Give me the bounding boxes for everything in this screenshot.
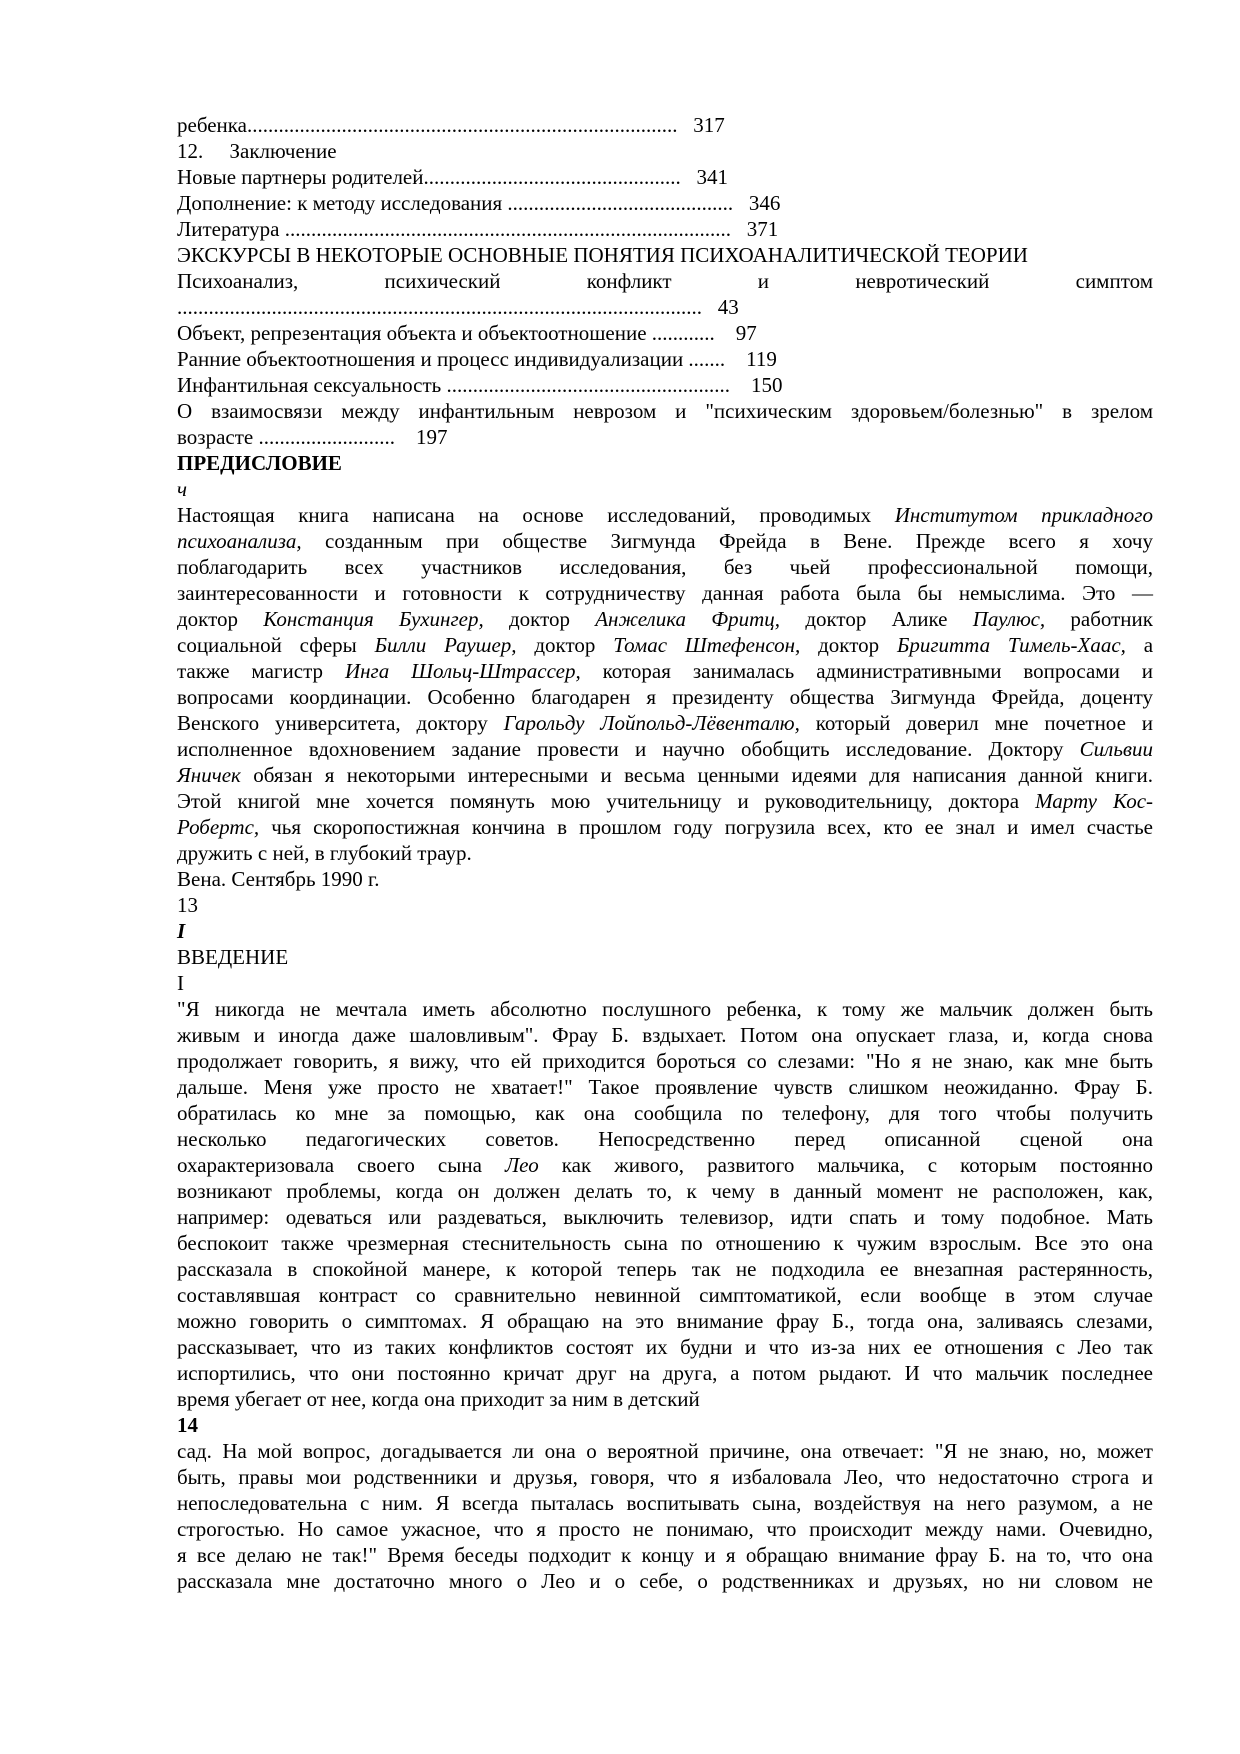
text-segment: возникают проблемы, когда он должен делать то, к чему в данный момент не расположен, как, xyxy=(177,1179,1153,1203)
text-segment: продолжает говорить, я вижу, что ей приходится бороться со слезами: "Но я не знаю, как мне быть xyxy=(177,1049,1153,1073)
text-line xyxy=(177,554,1153,580)
text-line xyxy=(177,1074,1153,1100)
text-line xyxy=(177,398,1153,424)
text-segment: составлявшая контраст со сравнительно невинной симптоматикой, если вообще в этом случае xyxy=(177,1283,1153,1307)
text-segment: Настоящая книга написана на основе исследований, проводимых xyxy=(177,503,895,527)
italic-text: Билли Раушер, xyxy=(374,633,517,657)
italic-text: Бригитта Тимель-Хаас, xyxy=(896,633,1126,657)
italic-text: Констанция Бухингер, xyxy=(263,607,484,631)
text-segment: который доверил мне почетное и xyxy=(799,711,1153,735)
text-line xyxy=(177,1360,1153,1386)
text-line xyxy=(177,1022,1153,1048)
italic-text: Инга Шольц-Штрассер, xyxy=(344,659,581,683)
text-line xyxy=(177,294,1153,320)
text-line xyxy=(177,580,1153,606)
text-line xyxy=(177,1568,1153,1594)
text-line xyxy=(177,1256,1153,1282)
text-line xyxy=(177,1204,1153,1230)
text-line xyxy=(177,1334,1153,1360)
text-segment: я все делаю не так!" Время беседы подходит к концу и я обращаю внимание фрау Б. на то, что она xyxy=(177,1543,1153,1567)
text-line xyxy=(177,840,1153,866)
text-segment: поблагодарить всех участников исследования, без чьей профессиональной помощи, xyxy=(177,555,1153,579)
text-line xyxy=(177,1178,1153,1204)
document-page xyxy=(177,112,1153,1594)
text-segment: I xyxy=(177,971,184,995)
text-line xyxy=(177,190,1153,216)
text-line xyxy=(177,242,1153,268)
text-line xyxy=(177,918,1153,944)
italic-text: Анжелика Фритц, xyxy=(595,607,781,631)
text-segment: как живого, развитого мальчика, с которым постоянно xyxy=(538,1153,1153,1177)
text-segment: исполненное вдохновением задание провести и научно обобщить исследование. Доктору xyxy=(177,737,1080,761)
text-line xyxy=(177,138,1153,164)
text-segment: например: одеваться или раздеваться, выключить телевизор, идти спать и тому подобное. Мать xyxy=(177,1205,1153,1229)
text-segment: .................................................................................................... 43 xyxy=(177,295,739,319)
text-segment: сад. На мой вопрос, догадывается ли она о вероятной причине, она отвечает: "Я не знаю, но, может xyxy=(177,1439,1153,1463)
text-segment: Дополнение: к методу исследования ........................................... 346 xyxy=(177,191,781,215)
text-segment: беспокоит также чрезмерная стеснительность сына по отношению к чужим взрослым. Все это она xyxy=(177,1231,1153,1255)
text-segment: доктор Алике xyxy=(780,607,973,631)
text-line xyxy=(177,1152,1153,1178)
text-line xyxy=(177,346,1153,372)
text-line xyxy=(177,788,1153,814)
text-segment: возрасте .......................... 197 xyxy=(177,425,448,449)
italic-text: психоанализа, xyxy=(177,529,302,553)
text-segment: Инфантильная сексуальность ...................................................... 150 xyxy=(177,373,783,397)
text-segment: время убегает от нее, когда она приходит за ним в детский xyxy=(177,1387,700,1411)
text-line xyxy=(177,814,1153,840)
text-line xyxy=(177,1386,1153,1412)
text-segment: Психоанализ, психический конфликт и невротический симптом xyxy=(177,269,1153,293)
text-segment: доктор xyxy=(177,607,264,631)
italic-text: ч xyxy=(177,477,188,501)
text-segment: 13 xyxy=(177,893,198,917)
text-line xyxy=(177,268,1153,294)
text-segment: О взаимосвязи между инфантильным неврозом и "психическим здоровьем/болезнью" в зрелом xyxy=(177,399,1153,423)
text-line xyxy=(177,1230,1153,1256)
text-segment: ЭКСКУРСЫ В НЕКОТОРЫЕ ОСНОВНЫЕ ПОНЯТИЯ ПСИХОАНАЛИТИЧЕСКОЙ ТЕОРИИ xyxy=(177,243,1028,267)
text-line xyxy=(177,632,1153,658)
text-segment: ребенка.................................................................................. 317 xyxy=(177,113,725,137)
italic-text: Сильвии xyxy=(1079,737,1153,761)
text-line xyxy=(177,476,1153,502)
text-line xyxy=(177,1490,1153,1516)
text-line xyxy=(177,658,1153,684)
text-line xyxy=(177,996,1153,1022)
text-line xyxy=(177,112,1153,138)
text-segment: созданным при обществе Зигмунда Фрейда в Вене. Прежде всего я хочу xyxy=(301,529,1153,553)
text-segment: охарактеризовала своего сына xyxy=(177,1153,505,1177)
text-segment: несколько педагогических советов. Непосредственно перед описанной сценой она xyxy=(177,1127,1153,1151)
text-segment: быть, правы мои родственники и друзья, говоря, что я избаловала Лео, что недостаточно строга и xyxy=(177,1465,1153,1489)
text-line xyxy=(177,216,1153,242)
italic-text: Гарольду Лойпольд-Лёвенталю, xyxy=(503,711,800,735)
text-line xyxy=(177,164,1153,190)
text-line xyxy=(177,450,1153,476)
text-line xyxy=(177,424,1153,450)
text-line xyxy=(177,1438,1153,1464)
text-segment: доктор xyxy=(483,607,596,631)
text-segment: Этой книгой мне хочется помянуть мою учительницу и руководительницу, доктора xyxy=(177,789,1036,813)
text-segment: доктор xyxy=(800,633,897,657)
text-line xyxy=(177,528,1153,554)
text-segment: работник xyxy=(1045,607,1153,631)
text-line xyxy=(177,736,1153,762)
italic-text: Марту Кос- xyxy=(1035,789,1154,813)
text-segment: заинтересованности и готовности к сотрудничеству данная работа была бы немыслима. Это — xyxy=(177,581,1153,605)
text-segment: рассказывает, что из таких конфликтов состоят их будни и что из-за них ее отношения с Лео так xyxy=(177,1335,1153,1359)
text-line xyxy=(177,372,1153,398)
italic-text: Яничек xyxy=(177,763,241,787)
text-segment: чья скоропостижная кончина в прошлом году погрузила всех, кто ее знал и имел счастье xyxy=(259,815,1153,839)
text-line xyxy=(177,606,1153,632)
text-segment: Литература ..................................................................................... 371 xyxy=(177,217,779,241)
text-segment: также магистр xyxy=(177,659,345,683)
text-segment: рассказала в спокойной манере, к которой теперь так не подходила ее внезапная растерянность, xyxy=(177,1257,1153,1281)
italic-text: Институтом прикладного xyxy=(894,503,1153,527)
text-segment: ВВЕДЕНИЕ xyxy=(177,945,289,969)
italic-text: I xyxy=(177,919,186,943)
text-segment: обратилась ко мне за помощью, как она сообщила по телефону, для того чтобы получить xyxy=(177,1101,1153,1125)
text-segment: доктор xyxy=(516,633,614,657)
text-segment: вопросами координации. Особенно благодарен я президенту общества Зигмунда Фрейда, доценту xyxy=(177,685,1153,709)
text-line xyxy=(177,762,1153,788)
text-segment: Ранние объектоотношения и процесс индивидуализации ....... 119 xyxy=(177,347,777,371)
text-line xyxy=(177,502,1153,528)
text-segment: а xyxy=(1125,633,1154,657)
text-segment: которая занималась административными вопросами и xyxy=(580,659,1153,683)
text-line xyxy=(177,1100,1153,1126)
text-segment: Вена. Сентябрь 1990 г. xyxy=(177,867,380,891)
text-segment: обязан я некоторыми интересными и весьма ценными идеями для написания данной книги. xyxy=(240,763,1153,787)
text-line xyxy=(177,1282,1153,1308)
text-line xyxy=(177,1464,1153,1490)
italic-text: Томас Штефенсон, xyxy=(613,633,801,657)
text-line xyxy=(177,1126,1153,1152)
text-segment: можно говорить о симптомах. Я обращаю на это внимание фрау Б., тогда она, заливаясь слезами, xyxy=(177,1309,1153,1333)
text-line xyxy=(177,1048,1153,1074)
text-segment: Венского университета, доктору xyxy=(177,711,504,735)
text-segment: "Я никогда не мечтала иметь абсолютно послушного ребенка, к тому же мальчик должен быть xyxy=(177,997,1153,1021)
text-line xyxy=(177,944,1153,970)
text-line xyxy=(177,684,1153,710)
text-segment: рассказала мне достаточно много о Лео и о себе, о родственниках и друзьях, но ни словом не xyxy=(177,1569,1153,1593)
text-line xyxy=(177,1412,1153,1438)
text-segment: дружить с ней, в глубокий траур. xyxy=(177,841,472,865)
text-line xyxy=(177,866,1153,892)
text-line xyxy=(177,1516,1153,1542)
text-line xyxy=(177,1542,1153,1568)
text-line xyxy=(177,1308,1153,1334)
text-segment: Объект, репрезентация объекта и объектоотношение ............ 97 xyxy=(177,321,757,345)
italic-text: Робертс, xyxy=(177,815,260,839)
text-line xyxy=(177,710,1153,736)
italic-text: Паулюс, xyxy=(972,607,1046,631)
bold-text: ПРЕДИСЛОВИЕ xyxy=(177,451,342,475)
text-line xyxy=(177,970,1153,996)
text-segment: 12. Заключение xyxy=(177,139,337,163)
text-line xyxy=(177,892,1153,918)
text-segment: живым и иногда даже шаловливым". Фрау Б. вздыхает. Потом она опускает глаза, и, когда снова xyxy=(177,1023,1153,1047)
text-segment: строгостью. Но самое ужасное, что я просто не понимаю, что происходит между нами. Очевидно, xyxy=(177,1517,1153,1541)
bold-text: 14 xyxy=(177,1413,198,1437)
text-segment: социальной сферы xyxy=(177,633,375,657)
text-line xyxy=(177,320,1153,346)
text-segment: непоследовательна с ним. Я всегда пыталась воспитывать сына, воздействуя на него разумом, а не xyxy=(177,1491,1153,1515)
text-segment: испортились, что они постоянно кричат друг на друга, а потом рыдают. И что мальчик последнее xyxy=(177,1361,1153,1385)
italic-text: Лео xyxy=(504,1153,539,1177)
text-segment: Новые партнеры родителей................................................. 341 xyxy=(177,165,728,189)
text-segment: дальше. Меня уже просто не хватает!" Такое проявление чувств слишком неожиданно. Фрау Б. xyxy=(177,1075,1153,1099)
